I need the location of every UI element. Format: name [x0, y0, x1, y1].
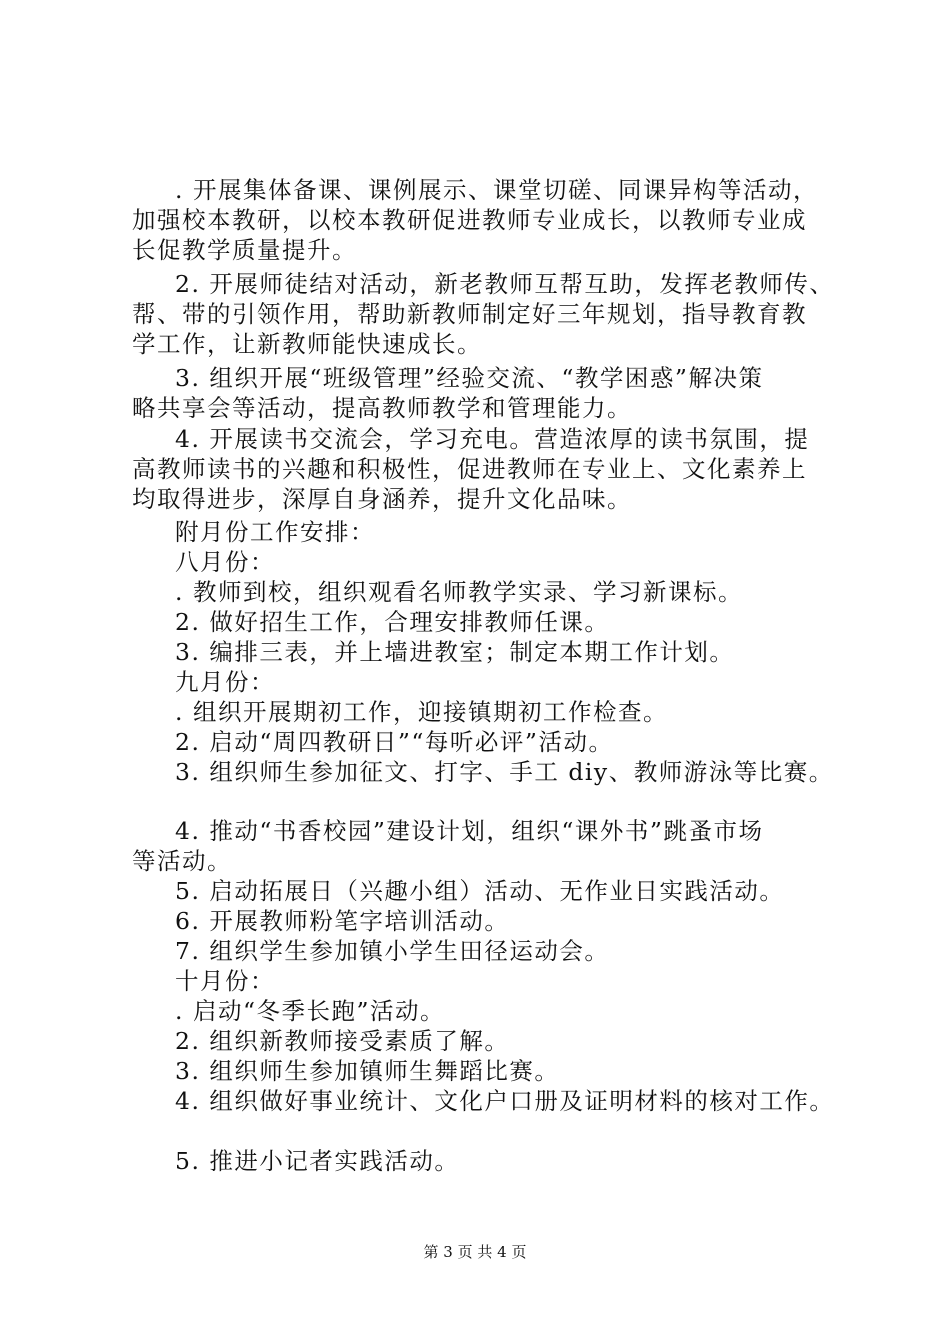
list-item: 4. 组织做好事业统计、文化户口册及证明材料的核对工作。	[175, 1087, 835, 1115]
text-line: . 开展集体备课、课例展示、课堂切磋、同课异构等活动，	[175, 176, 818, 204]
list-item: 7. 组织学生参加镇小学生田径运动会。	[175, 937, 610, 965]
list-item: . 组织开展期初工作，迎接镇期初工作检查。	[175, 698, 668, 726]
list-item: 2. 启动“周四教研日”“每听必评”活动。	[175, 728, 614, 756]
text-line: 2. 开展师徒结对活动，新老教师互帮互助，发挥老教师传、	[175, 270, 835, 298]
text-line: 学工作，让新教师能快速成长。	[132, 330, 482, 358]
list-item: 5. 推进小记者实践活动。	[175, 1147, 460, 1175]
list-item: 5. 启动拓展日（兴趣小组）活动、无作业日实践活动。	[175, 877, 785, 905]
text-line: 长促教学质量提升。	[132, 236, 357, 264]
list-item: 3. 组织师生参加镇师生舞蹈比赛。	[175, 1057, 560, 1085]
text-line: 略共享会等活动，提高教师教学和管理能力。	[132, 394, 632, 422]
list-item: 3. 编排三表，并上墙进教室；制定本期工作计划。	[175, 638, 735, 666]
month-heading: 八月份：	[175, 548, 275, 576]
month-heading: 九月份：	[175, 668, 275, 696]
month-heading: 十月份：	[175, 967, 275, 995]
list-item: 2. 组织新教师接受素质了解。	[175, 1027, 510, 1055]
schedule-heading: 附月份工作安排：	[175, 518, 375, 546]
list-item: . 教师到校，组织观看名师教学实录、学习新课标。	[175, 578, 743, 606]
list-item: 4. 推动“书香校园”建设计划，组织“课外书”跳蚤市场	[175, 817, 764, 845]
page-footer: 第 3 页 共 4 页	[423, 1243, 527, 1261]
text-line: 4. 开展读书交流会，学习充电。营造浓厚的读书氛围，提	[175, 425, 810, 453]
text-line: 加强校本教研，以校本教研促进教师专业成长，以教师专业成	[132, 206, 807, 234]
list-item: 等活动。	[132, 847, 232, 875]
text-line: 高教师读书的兴趣和积极性，促进教师在专业上、文化素养上	[132, 455, 807, 483]
list-item: 2. 做好招生工作，合理安排教师任课。	[175, 608, 610, 636]
list-item: 3. 组织师生参加征文、打字、手工 diy、教师游泳等比赛。	[175, 758, 834, 786]
text-line: 帮、带的引领作用，帮助新教师制定好三年规划，指导教育教	[132, 300, 807, 328]
list-item: 6. 开展教师粉笔字培训活动。	[175, 907, 510, 935]
text-line: 3. 组织开展“班级管理”经验交流、“教学困惑”解决策	[175, 364, 764, 392]
list-item: . 启动“冬季长跑”活动。	[175, 997, 445, 1025]
text-line: 均取得进步，深厚自身涵养，提升文化品味。	[132, 485, 632, 513]
